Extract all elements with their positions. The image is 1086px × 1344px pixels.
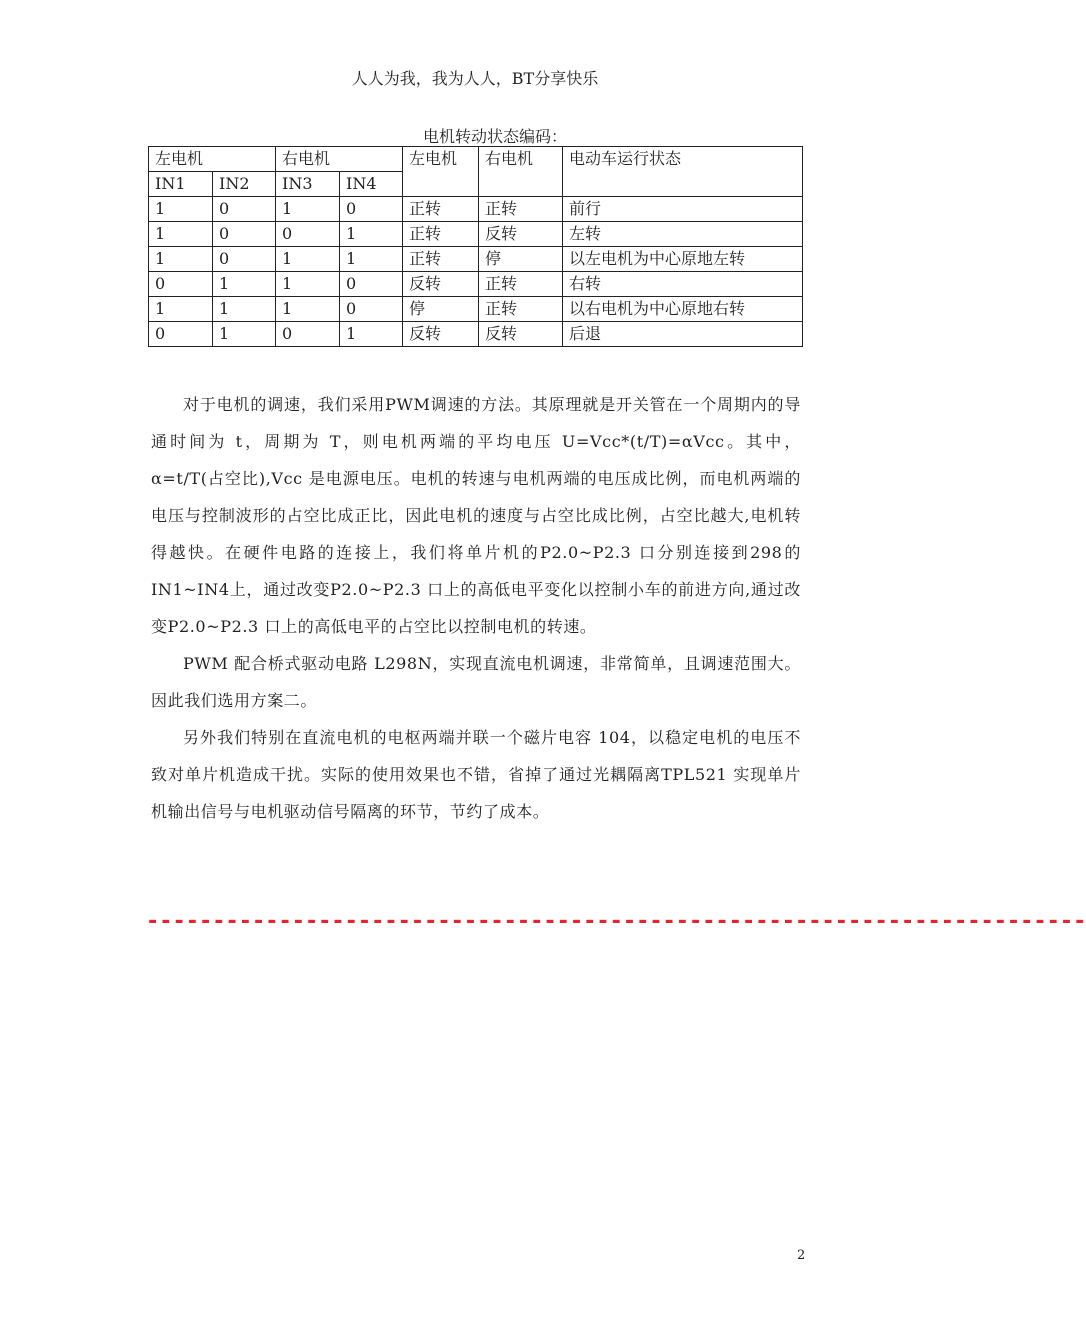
table-row: [149, 322, 803, 347]
subheader-in1: IN1: [149, 172, 213, 197]
table-row: [149, 297, 803, 322]
table-cell: 0: [149, 272, 213, 297]
table-cell: 1: [149, 247, 213, 272]
header-right-motor-input: 右电机: [276, 147, 403, 172]
table-cell: 后退: [563, 322, 803, 347]
table-cell: 0: [340, 297, 403, 322]
header-right-motor-state: 右电机: [479, 147, 563, 197]
table-cell: 1: [276, 272, 340, 297]
table-cell: 0: [213, 222, 276, 247]
table-cell: 反转: [479, 322, 563, 347]
red-dashed-divider: -----------------------------------------------------------------------: [146, 909, 1086, 934]
table-cell: 正转: [479, 197, 563, 222]
table-cell: 1: [276, 247, 340, 272]
motor-state-table: [148, 146, 803, 347]
header-car-state: 电动车运行状态: [563, 147, 803, 197]
table-cell: 1: [213, 297, 276, 322]
table-cell: 以左电机为中心原地左转: [563, 247, 803, 272]
table-cell: 前行: [563, 197, 803, 222]
paragraph-l298n: PWM 配合桥式驱动电路 L298N，实现直流电机调速，非常简单，且调速范围大。因此我们选用方案二。: [151, 654, 801, 710]
table-cell: 左转: [563, 222, 803, 247]
subheader-in4: IN4: [340, 172, 403, 197]
table-cell: 1: [149, 197, 213, 222]
table-row: [149, 247, 803, 272]
table-cell: 反转: [403, 322, 479, 347]
table-cell: 反转: [403, 272, 479, 297]
table-cell: 右转: [563, 272, 803, 297]
table-cell: 0: [213, 197, 276, 222]
table-cell: 1: [276, 297, 340, 322]
table-cell: 1: [340, 322, 403, 347]
table-cell: 反转: [479, 222, 563, 247]
table-cell: 正转: [403, 222, 479, 247]
subheader-in2: IN2: [213, 172, 276, 197]
table-cell: 正转: [479, 297, 563, 322]
table-cell: 正转: [479, 272, 563, 297]
table-cell: 1: [149, 222, 213, 247]
table-cell: 1: [340, 247, 403, 272]
table-cell: 1: [213, 322, 276, 347]
table-header-row: [149, 147, 803, 172]
paragraph-pwm-principle: 对于电机的调速，我们采用PWM调速的方法。其原理就是开关管在一个周期内的导通时间为 t，周期为 T，则电机两端的平均电压 U=Vcc*(t/T)=αVcc。其中， α=t/T(占空比),Vcc 是电源电压。电机的转速与电机两端的电压成比例，而电机两端的电压与控制波形的占空比成正比，因此电机的速度与占空比成比例，占空比越大,电机转得越快。在硬件电路的连接上，我们将单片机的P2.0~P2.3 口分别连接到298的IN1~IN4上，通过改变P2.0~P2.3 口上的高低电平变化以控制小车的前进方向,通过改变P2.0~P2.3 口上的高低电平的占空比以控制电机的转速。: [151, 395, 801, 636]
table-cell: 0: [149, 322, 213, 347]
table-cell: 1: [213, 272, 276, 297]
body-text: [151, 386, 801, 830]
paragraph-capacitor: 另外我们特别在直流电机的电枢两端并联一个磁片电容 104，以稳定电机的电压不致对单片机造成干扰。实际的使用效果也不错，省掉了通过光耦隔离TPL521 实现单片机输出信号与电机驱动信号隔离的环节，节约了成本。: [151, 728, 801, 821]
table-cell: 1: [340, 222, 403, 247]
page-number: 2: [797, 1248, 806, 1263]
table-cell: 以右电机为中心原地右转: [563, 297, 803, 322]
table-cell: 0: [340, 197, 403, 222]
subheader-in3: IN3: [276, 172, 340, 197]
table-cell: 正转: [403, 197, 479, 222]
table-cell: 正转: [403, 247, 479, 272]
table-row: [149, 197, 803, 222]
table-row: [149, 222, 803, 247]
header-left-motor-state: 左电机: [403, 147, 479, 197]
table-cell: 0: [340, 272, 403, 297]
table-cell: 停: [403, 297, 479, 322]
table-cell: 0: [276, 222, 340, 247]
table-cell: 0: [213, 247, 276, 272]
table-title: 电机转动状态编码：: [422, 127, 567, 146]
table-row: [149, 272, 803, 297]
header-left-motor-input: 左电机: [149, 147, 276, 172]
table-cell: 1: [276, 197, 340, 222]
table-cell: 1: [149, 297, 213, 322]
table-cell: 0: [276, 322, 340, 347]
page-header: 人人为我，我为人人，BT分享快乐: [351, 69, 599, 88]
table-cell: 停: [479, 247, 563, 272]
